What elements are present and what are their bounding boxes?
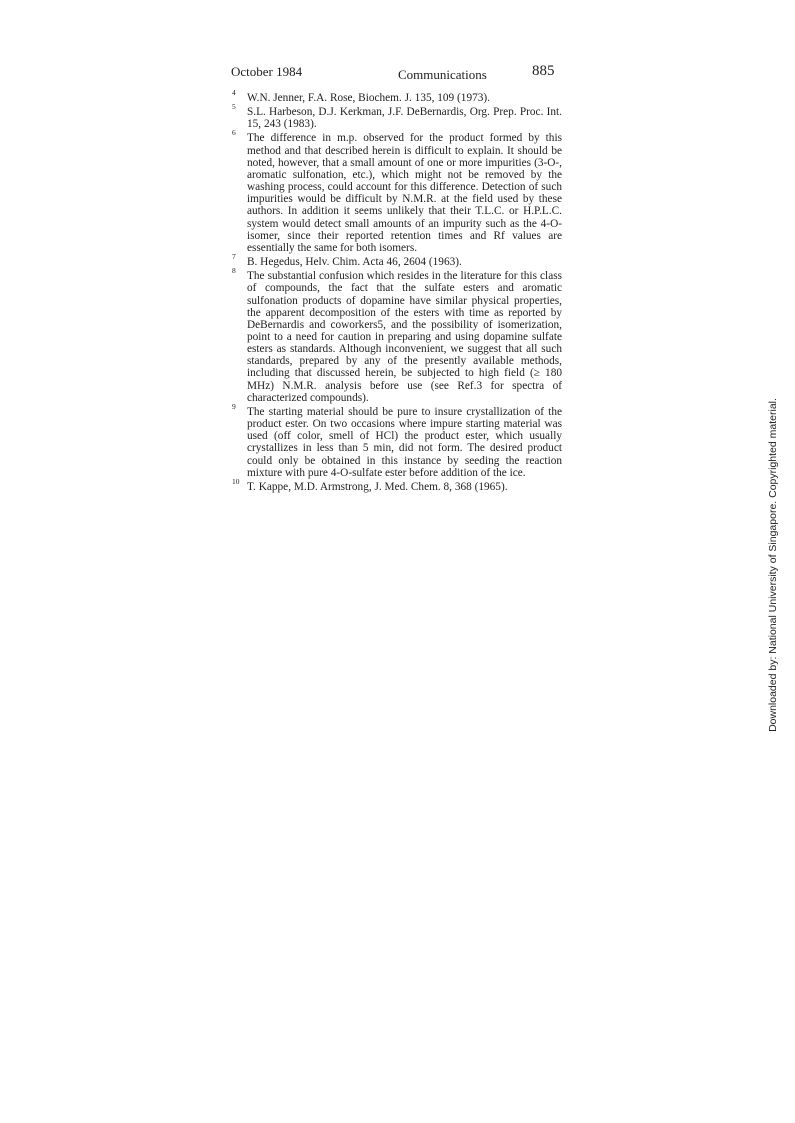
page-header — [231, 62, 561, 84]
download-notice: Downloaded by: National University of Singapore. Copyrighted material. — [767, 398, 779, 732]
footnote-marker: 7 — [232, 252, 236, 262]
footnote-10 — [232, 476, 562, 493]
journal-section: Communications — [398, 67, 487, 82]
footnote-text: B. Hegedus, Helv. Chim. Acta 46, 2604 (1963). — [247, 256, 462, 269]
footnote-9 — [232, 401, 562, 479]
footnote-marker: 9 — [232, 401, 236, 411]
issue-date: October 1984 — [231, 64, 303, 79]
footnote-marker: 5 — [232, 102, 236, 112]
footnote-text: The difference in m.p. observed for the product formed by this method and that described herein is difficult to explain. It should be noted, however, that a small amount of one or more impurities (3-O-, aromatic sulfonation, etc.), which might not be removed by the washing process, could account for this difference. Detection of such impurities would be difficult by N.M.R. at the field used by these authors. In addition it seems unlikely that their T.L.C. or H.P.L.C. system would detect small amounts of an impurity such as the 4-O-isomer, since their reported retention times and Rf values are essentially the same for both isomers. — [247, 132, 562, 254]
footnote-5 — [232, 102, 562, 131]
page-number: 885 — [532, 63, 555, 79]
footnote-text: The starting material should be pure to insure crystallization of the product ester. On two occasions where impure starting material was used (off color, smell of HCl) the product ester, which usually crystallizes in less than 5 min, did not form. The desired product could only be obtained in this instance by seeding the reaction mixture with pure 4-O-sulfate ester before addition of the ice. — [247, 405, 562, 479]
footnote-marker: 6 — [232, 128, 236, 138]
footnote-marker: 10 — [232, 476, 240, 486]
footnote-text: T. Kappe, M.D. Armstrong, J. Med. Chem. 8, 368 (1965). — [247, 480, 508, 493]
footnote-6 — [232, 128, 562, 254]
footnote-marker: 4 — [232, 88, 236, 97]
footnote-8 — [232, 266, 562, 404]
footnote-text: S.L. Harbeson, D.J. Kerkman, J.F. DeBernardis, Org. Prep. Proc. Int. 15, 243 (1983). — [247, 106, 562, 131]
footnote-text: The substantial confusion which resides in the literature for this class of compounds, the fact that the sulfate esters and aromatic sulfonation products of dopamine have similar physical properties, the apparent decomposition of the esters with time as reported by DeBernardis and coworkers5, and the possibility of isomerization, point to a need for caution in preparing and using dopamine sulfate esters as standards. Although inconvenient, we suggest that all such standards, prepared by any of the presently available methods, including that discussed herein, be subjected to high field (≥ 180 MHz) N.M.R. analysis before use (see Ref.3 for spectra of characterized compounds). — [247, 270, 562, 404]
footnotes-list — [232, 88, 562, 495]
footnote-7 — [232, 252, 562, 269]
footnote-marker: 8 — [232, 266, 236, 276]
footnote-text: W.N. Jenner, F.A. Rose, Biochem. J. 135, 109 (1973). — [247, 92, 490, 104]
footnote-4 — [232, 88, 562, 104]
